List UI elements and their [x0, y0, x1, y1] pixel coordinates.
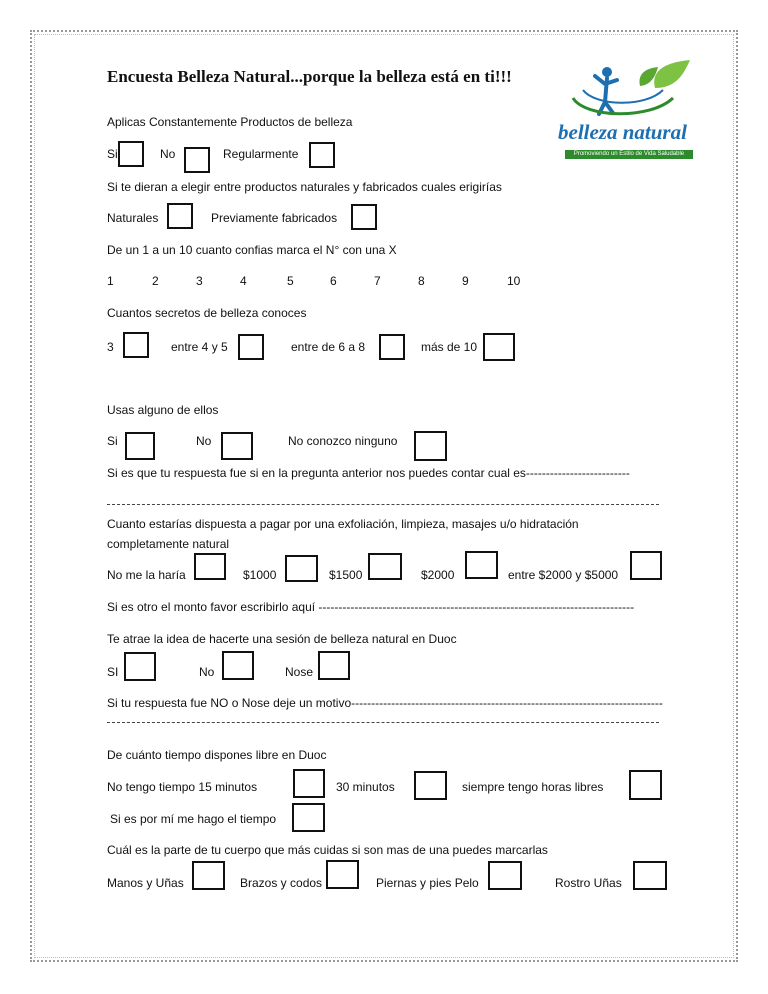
- q4-option-label: entre 4 y 5: [171, 340, 228, 354]
- q7-question: Te atrae la idea de hacerte una sesión de belleza natural en Duoc: [107, 632, 457, 646]
- q8-15-min-checkbox[interactable]: [293, 769, 325, 798]
- q3-scale-10[interactable]: 10: [507, 274, 521, 288]
- q3-scale-9[interactable]: 9: [462, 274, 469, 288]
- q1-option-label: Regularmente: [223, 147, 299, 161]
- leaf-figure-icon: [555, 58, 700, 124]
- q8-horas-libres-checkbox[interactable]: [629, 770, 662, 800]
- q9-manos-checkbox[interactable]: [192, 861, 225, 890]
- q6-option-label: $1500: [329, 568, 363, 582]
- q7-si-checkbox[interactable]: [124, 652, 156, 681]
- q8-option-label: Si es por mí me hago el tiempo: [110, 812, 277, 826]
- q5-no-checkbox[interactable]: [221, 432, 253, 460]
- q1-option-label: No: [160, 147, 176, 161]
- q2-fabricados-checkbox[interactable]: [351, 204, 377, 230]
- q6-no-checkbox[interactable]: [194, 553, 226, 580]
- q8-option-label: 30 minutos: [336, 780, 395, 794]
- q5-followup: Si es que tu respuesta fue si en la pregunta anterior nos puedes contar cual es--------------------------: [107, 466, 630, 480]
- q4-option-label: más de 10: [421, 340, 478, 354]
- q8-30-min-checkbox[interactable]: [414, 771, 447, 800]
- q6-question: Cuanto estarías dispuesta a pagar por una exfoliación, limpieza, masajes u/o hidratación: [107, 517, 579, 531]
- q5-option-label: No: [196, 434, 212, 448]
- q2-option-label: Naturales: [107, 211, 159, 225]
- q4-6-8-checkbox[interactable]: [379, 334, 405, 360]
- q7-nose-checkbox[interactable]: [318, 651, 350, 680]
- q2-option-label: Previamente fabricados: [211, 211, 338, 225]
- logo-wordmark: belleza natural: [558, 120, 687, 144]
- q1-si-checkbox[interactable]: [118, 141, 144, 167]
- q1-question: Aplicas Constantemente Productos de belleza: [107, 115, 353, 129]
- q7-answer-line[interactable]: [107, 722, 659, 723]
- q6-option-label: $2000: [421, 568, 455, 582]
- q9-rostro-checkbox[interactable]: [633, 861, 667, 890]
- q9-question: Cuál es la parte de tu cuerpo que más cuidas si son mas de una puedes marcarlas: [107, 843, 548, 857]
- q5-question: Usas alguno de ellos: [107, 403, 219, 417]
- q3-scale-1[interactable]: 1: [107, 274, 114, 288]
- q3-scale-8[interactable]: 8: [418, 274, 425, 288]
- q1-option-label: Si: [107, 147, 118, 161]
- q9-brazos-checkbox[interactable]: [326, 860, 359, 889]
- q8-option-label: siempre tengo horas libres: [462, 780, 604, 794]
- q6-2000-checkbox[interactable]: [465, 551, 498, 579]
- q4-mas-10-checkbox[interactable]: [483, 333, 515, 361]
- q4-question: Cuantos secretos de belleza conoces: [107, 306, 307, 320]
- q6-question: completamente natural: [107, 537, 230, 551]
- q6-option-label: No me la haría: [107, 568, 186, 582]
- q6-1500-checkbox[interactable]: [368, 553, 402, 580]
- q9-option-label: Brazos y codos: [240, 876, 323, 890]
- q5-option-label: Si: [107, 434, 118, 448]
- q3-scale-4[interactable]: 4: [240, 274, 247, 288]
- q3-scale-7[interactable]: 7: [374, 274, 381, 288]
- q9-piernas-checkbox[interactable]: [488, 861, 522, 890]
- q4-option-label: entre de 6 a 8: [291, 340, 366, 354]
- q6-1000-checkbox[interactable]: [285, 555, 318, 582]
- q8-hago-tiempo-checkbox[interactable]: [292, 803, 325, 832]
- q3-scale-2[interactable]: 2: [152, 274, 159, 288]
- q5-answer-line[interactable]: [107, 504, 659, 505]
- q3-scale-6[interactable]: 6: [330, 274, 337, 288]
- q9-option-label: Rostro Uñas: [555, 876, 622, 890]
- q1-regularmente-checkbox[interactable]: [309, 142, 335, 168]
- q4-3-checkbox[interactable]: [123, 332, 149, 358]
- q3-scale-3[interactable]: 3: [196, 274, 203, 288]
- q5-ninguno-checkbox[interactable]: [414, 431, 447, 461]
- q3-scale-5[interactable]: 5: [287, 274, 294, 288]
- q7-no-checkbox[interactable]: [222, 651, 254, 680]
- q5-si-checkbox[interactable]: [125, 432, 155, 460]
- q6-2000-5000-checkbox[interactable]: [630, 551, 662, 580]
- belleza-natural-logo: [555, 58, 700, 164]
- q8-option-label: No tengo tiempo 15 minutos: [107, 780, 258, 794]
- logo-tagline: Promoviendo un Estilo de Vida Saludable: [565, 150, 693, 159]
- q7-option-label: No: [199, 665, 215, 679]
- q2-naturales-checkbox[interactable]: [167, 203, 193, 229]
- q1-no-checkbox[interactable]: [184, 147, 210, 173]
- q5-option-label: No conozco ninguno: [288, 434, 398, 448]
- q6-option-label: $1000: [243, 568, 277, 582]
- q6-followup: Si es otro el monto favor escribirlo aquí -------------------------------------------------------------------------------: [107, 600, 635, 614]
- q7-followup: Si tu respuesta fue NO o Nose deje un motivo------------------------------------------------------------------------------: [107, 696, 663, 710]
- q4-4-5-checkbox[interactable]: [238, 334, 264, 360]
- q6-option-label: entre $2000 y $5000: [508, 568, 619, 582]
- q7-option-label: SI: [107, 665, 119, 679]
- q9-option-label: Piernas y pies Pelo: [376, 876, 479, 890]
- q7-option-label: Nose: [285, 665, 314, 679]
- q9-option-label: Manos y Uñas: [107, 876, 184, 890]
- survey-title: Encuesta Belleza Natural...porque la belleza está en ti!!!: [107, 67, 512, 86]
- q8-question: De cuánto tiempo dispones libre en Duoc: [107, 748, 327, 762]
- q3-question: De un 1 a un 10 cuanto confias marca el N° con una X: [107, 243, 397, 257]
- q2-question: Si te dieran a elegir entre productos naturales y fabricados cuales erigirías: [107, 180, 502, 194]
- q4-option-label: 3: [107, 340, 114, 354]
